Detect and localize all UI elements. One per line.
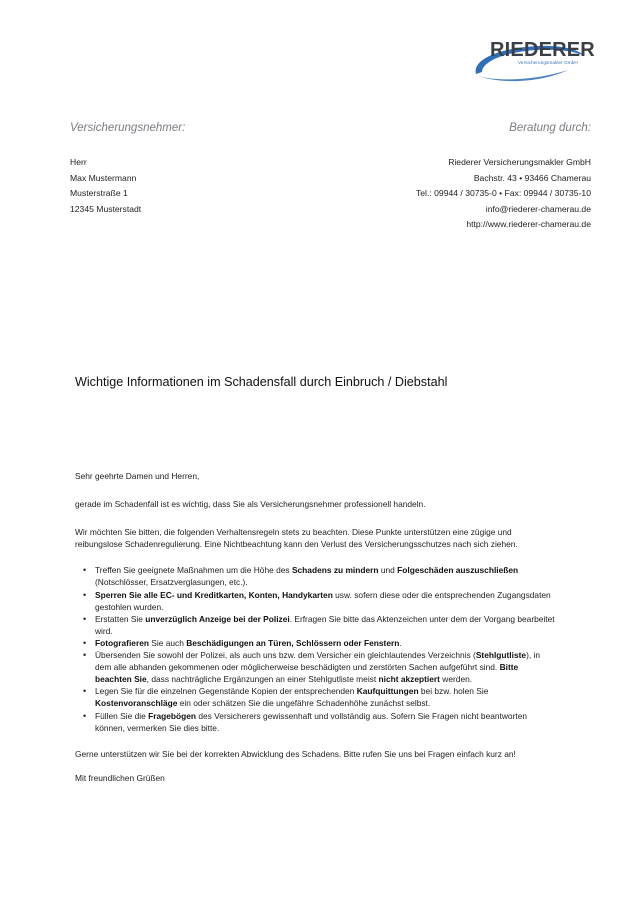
item-text: Treffen Sie geeignete Maßnahmen um die Höhe des xyxy=(95,565,292,576)
emphasis-text: unverzüglich Anzeige bei der Polizei xyxy=(145,613,290,624)
advisor-address xyxy=(416,155,591,233)
list-item xyxy=(83,649,555,685)
bullet-icon: • xyxy=(83,686,87,697)
letter-intro: gerade im Schadenfall ist es wichtig, dass Sie als Versicherungsnehmer professionell handeln. xyxy=(75,499,426,510)
item-text: Sie auch xyxy=(148,637,187,648)
item-text: Übersenden Sie sowohl der Polizei, als auch uns bzw. dem Versicher ein gleichlautendes Verzeichnis ( xyxy=(95,650,476,661)
policyholder-label: Versicherungsnehmer: xyxy=(70,122,186,134)
advisor-company: Riederer Versicherungsmakler GmbH xyxy=(448,157,591,167)
item-text: Erstatten Sie xyxy=(95,613,146,624)
bullet-icon: • xyxy=(83,650,87,661)
emphasis-text: Stehlgutliste xyxy=(475,650,527,661)
letter-subject: Wichtige Informationen im Schadensfall durch Einbruch / Diebstahl xyxy=(75,375,448,389)
bullet-icon: • xyxy=(83,613,87,624)
advisor-phone: Tel.: 09944 / 30735-0 • Fax: 09944 / 30735-10 xyxy=(415,188,591,198)
emphasis-text: nicht akzeptiert xyxy=(378,674,440,685)
recipient-name: Max Mustermann xyxy=(70,172,137,183)
item-text: ein oder schätzen Sie die ungefähre Schadenhöhe zunächst selbst. xyxy=(177,698,431,709)
list-item xyxy=(83,613,555,637)
emphasis-text: Schadens zu mindern xyxy=(291,565,379,576)
recipient-city: 12345 Musterstadt xyxy=(70,203,142,214)
emphasis-text: Fotografieren xyxy=(95,637,149,648)
list-item xyxy=(83,710,555,734)
item-text: , dass nachträgliche Ergänzungen an einer Stehlgutliste meist xyxy=(146,674,379,685)
emphasis-text: Sperren Sie alle EC- und Kreditkarten, Konten, Handykarten xyxy=(95,589,333,600)
recipient-salutation: Herr xyxy=(70,157,87,167)
item-text: bei bzw. holen Sie xyxy=(418,686,489,697)
emphasis-text: Kostenvoranschläge xyxy=(95,698,178,709)
address-labels xyxy=(70,122,591,138)
emphasis-text: Fragebögen xyxy=(148,710,197,721)
letter-signoff: Mit freundlichen Grüßen xyxy=(75,772,165,783)
bullet-icon: • xyxy=(83,710,87,721)
recipient-street: Musterstraße 1 xyxy=(70,188,128,198)
logo-wordmark: RIEDERER xyxy=(490,39,595,61)
bullet-icon: • xyxy=(83,589,87,600)
item-text: des Versicherers gewissenhaft und vollständig aus. Sofern Sie Fragen nicht beantworten können, vermerken Sie dies bitte. xyxy=(95,710,528,733)
item-text: Füllen Sie die xyxy=(95,710,149,721)
rules-list xyxy=(75,564,555,733)
advisor-street: Bachstr. 43 • 93466 Chamerau xyxy=(473,172,591,183)
bullet-icon: • xyxy=(83,565,87,576)
letter-body xyxy=(75,470,555,784)
list-item xyxy=(83,685,555,709)
item-text: ), in dem alle abhanden gekommenen oder möglicherweise beschädigten und zerstörten Sachen aufgeführt sind. xyxy=(95,650,541,673)
item-text: . Erfragen Sie bitte das Aktenzeichen unter dem der Vorgang bearbeitet wird. xyxy=(95,613,555,636)
advisor-website[interactable]: http://www.riederer-chamerau.de xyxy=(466,219,591,229)
item-text: und xyxy=(378,565,398,576)
list-item xyxy=(83,564,555,588)
item-text: . xyxy=(399,637,402,648)
bullet-icon: • xyxy=(83,637,87,648)
letter-rules-intro: Wir möchten Sie bitten, die folgenden Verhaltensregeln stets zu beachten. Diese Punkte unterstützen eine zügige und reibungslose Schadenregulierung. Eine Nichtbeachtung kann den Verlust des Versicherungsschutzes nach sich ziehen. xyxy=(75,527,518,550)
list-item xyxy=(83,637,555,649)
emphasis-text: Bitte beachten Sie xyxy=(95,662,519,685)
emphasis-text: Beschädigungen an Türen, Schlössern oder Fenstern xyxy=(186,637,400,648)
advisor-email[interactable]: info@riederer-chamerau.de xyxy=(485,203,591,214)
advisor-label: Beratung durch: xyxy=(509,122,591,134)
logo-tagline: Versicherungsmakler GmbH xyxy=(518,60,578,65)
item-text: (Notschlösser, Ersatzverglasungen, etc.). xyxy=(95,577,248,588)
item-text: Legen Sie für die einzelnen Gegenstände Kopien der entsprechenden xyxy=(95,686,357,697)
item-text: usw. sofern diese oder die entsprechenden Zugangsdaten gestohlen wurden. xyxy=(95,589,551,612)
emphasis-text: Kaufquittungen xyxy=(356,686,419,697)
recipient-address xyxy=(70,155,141,217)
letter-closing: Gerne unterstützen wir Sie bei der korrekten Abwicklung des Schadens. Bitte rufen Sie uns bei Fragen einfach kurz an! xyxy=(75,748,516,759)
emphasis-text: Folgeschäden auszuschließen xyxy=(397,565,519,576)
company-logo xyxy=(468,30,595,88)
letter-greeting: Sehr geehrte Damen und Herren, xyxy=(75,471,200,481)
item-text: werden. xyxy=(439,674,473,685)
list-item xyxy=(83,589,555,613)
